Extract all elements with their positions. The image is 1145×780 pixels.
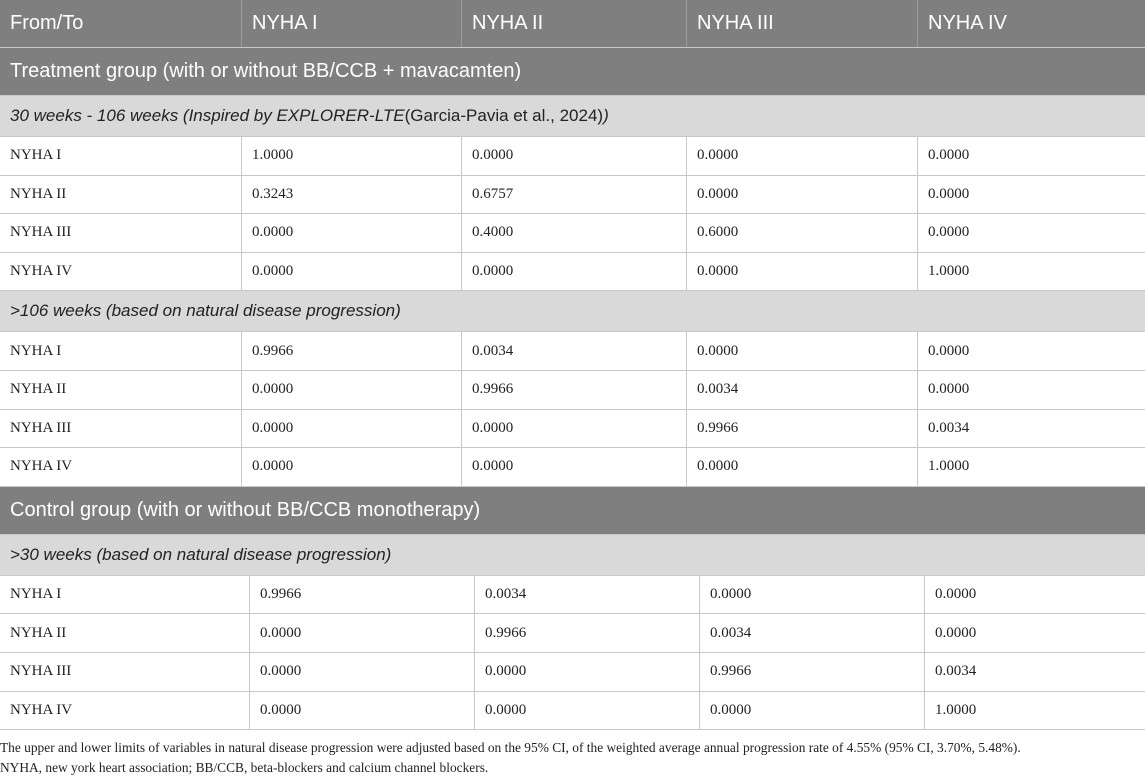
table-cell: 0.0034 <box>935 663 977 680</box>
table-cell: 0.0000 <box>475 692 700 730</box>
table-cell: 0.0034 <box>928 419 970 436</box>
table-cell: 0.0000 <box>687 176 918 214</box>
row-label: NYHA III <box>0 653 250 691</box>
row-label: NYHA II <box>0 371 242 409</box>
table-row <box>0 176 1145 215</box>
header-cell-nyha-2: NYHA II <box>462 0 687 47</box>
table-cell: 0.0000 <box>475 653 700 691</box>
table-cell: 1.0000 <box>928 263 970 280</box>
table-cell: 0.0000 <box>462 253 687 291</box>
row-label: NYHA IV <box>0 253 242 291</box>
table-cell: 0.6757 <box>462 176 687 214</box>
table-row <box>0 653 1145 692</box>
period1-label-tail: ) <box>603 106 609 125</box>
table-cell: 0.0000 <box>687 137 918 175</box>
table-row <box>0 332 1145 371</box>
period1-label-citation: (Garcia-Pavia et al., 2024) <box>404 106 604 125</box>
table-row <box>0 253 1145 292</box>
table-cell: 0.0000 <box>935 586 977 603</box>
table-cell: 0.9966 <box>687 410 918 448</box>
table-row <box>0 692 1145 731</box>
period2-label: >106 weeks (based on natural disease progression) <box>10 301 401 321</box>
table-cell: 0.4000 <box>462 214 687 252</box>
row-label: NYHA II <box>0 614 250 652</box>
table-row <box>0 371 1145 410</box>
table-cell: 0.0000 <box>928 147 970 164</box>
footnote-ci: The upper and lower limits of variables in natural disease progression were adjusted based on the 95% CI, of the weighted average annual progression rate of 4.55% (95% CI, 3.70%, 5.48%). <box>0 740 1021 755</box>
row-label: NYHA IV <box>0 692 250 730</box>
row-label: NYHA I <box>0 576 250 614</box>
row-label: NYHA II <box>0 176 242 214</box>
row-label: NYHA III <box>0 410 242 448</box>
table-row <box>0 410 1145 449</box>
table-cell: 0.0000 <box>700 692 925 730</box>
table-footnotes <box>0 738 1145 778</box>
table-cell: 0.0000 <box>928 342 970 359</box>
period1-label-italic: 30 weeks - 106 weeks (Inspired by EXPLORER-LTE <box>10 106 405 125</box>
table-cell: 0.6000 <box>687 214 918 252</box>
table-cell: 0.0000 <box>462 448 687 486</box>
table-cell: 0.0000 <box>242 371 462 409</box>
table-cell: 0.0000 <box>462 410 687 448</box>
treatment-period2-heading <box>0 291 1145 332</box>
table-cell: 1.0000 <box>928 458 970 475</box>
table-cell: 0.9966 <box>700 653 925 691</box>
table-cell: 0.0034 <box>687 371 918 409</box>
control-period1-label: >30 weeks (based on natural disease progression) <box>10 544 392 564</box>
header-cell-nyha-3: NYHA III <box>687 0 918 47</box>
table-cell: 0.0000 <box>687 332 918 370</box>
row-label: NYHA III <box>0 214 242 252</box>
table-cell: 0.9966 <box>462 371 687 409</box>
table-cell: 0.0000 <box>928 185 970 202</box>
row-label: NYHA I <box>0 137 242 175</box>
table-header-row <box>0 0 1145 48</box>
footnote-abbreviations: NYHA, new york heart association; BB/CCB, beta-blockers and calcium channel blockers. <box>0 760 489 775</box>
table-cell: 0.0000 <box>250 653 475 691</box>
table-cell: 0.9966 <box>250 576 475 614</box>
control-period1-heading <box>0 535 1145 576</box>
table-cell: 0.0000 <box>687 448 918 486</box>
table-cell: 0.0000 <box>250 614 475 652</box>
row-label: NYHA IV <box>0 448 242 486</box>
table-cell: 0.0000 <box>250 692 475 730</box>
table-row <box>0 576 1145 615</box>
table-row <box>0 614 1145 653</box>
table-cell: 0.0000 <box>242 410 462 448</box>
table-cell: 0.9966 <box>242 332 462 370</box>
treatment-group-heading: Treatment group (with or without BB/CCB + mavacamten) <box>0 48 1145 96</box>
control-group-heading: Control group (with or without BB/CCB monotherapy) <box>0 487 1145 535</box>
table-cell: 1.0000 <box>935 701 977 718</box>
table-cell: 0.0000 <box>928 224 970 241</box>
treatment-period1-heading <box>0 96 1145 137</box>
table-cell: 0.0000 <box>935 624 977 641</box>
row-label: NYHA I <box>0 332 242 370</box>
table-cell: 0.3243 <box>242 176 462 214</box>
table-cell: 0.0034 <box>462 332 687 370</box>
table-row <box>0 448 1145 487</box>
table-cell: 0.0034 <box>475 576 700 614</box>
table-cell: 0.0000 <box>687 253 918 291</box>
header-cell-from-to: From/To <box>0 0 242 47</box>
table-cell: 0.0000 <box>928 381 970 398</box>
table-cell: 1.0000 <box>242 137 462 175</box>
header-cell-nyha-1: NYHA I <box>242 0 462 47</box>
table-cell: 0.9966 <box>475 614 700 652</box>
table-cell: 0.0000 <box>700 576 925 614</box>
table-cell: 0.0000 <box>462 137 687 175</box>
table-row <box>0 214 1145 253</box>
table-cell: 0.0000 <box>242 448 462 486</box>
table-row <box>0 137 1145 176</box>
table-cell: 0.0000 <box>242 214 462 252</box>
header-cell-nyha-4: NYHA IV <box>928 12 1007 34</box>
table-cell: 0.0034 <box>700 614 925 652</box>
table-cell: 0.0000 <box>242 253 462 291</box>
